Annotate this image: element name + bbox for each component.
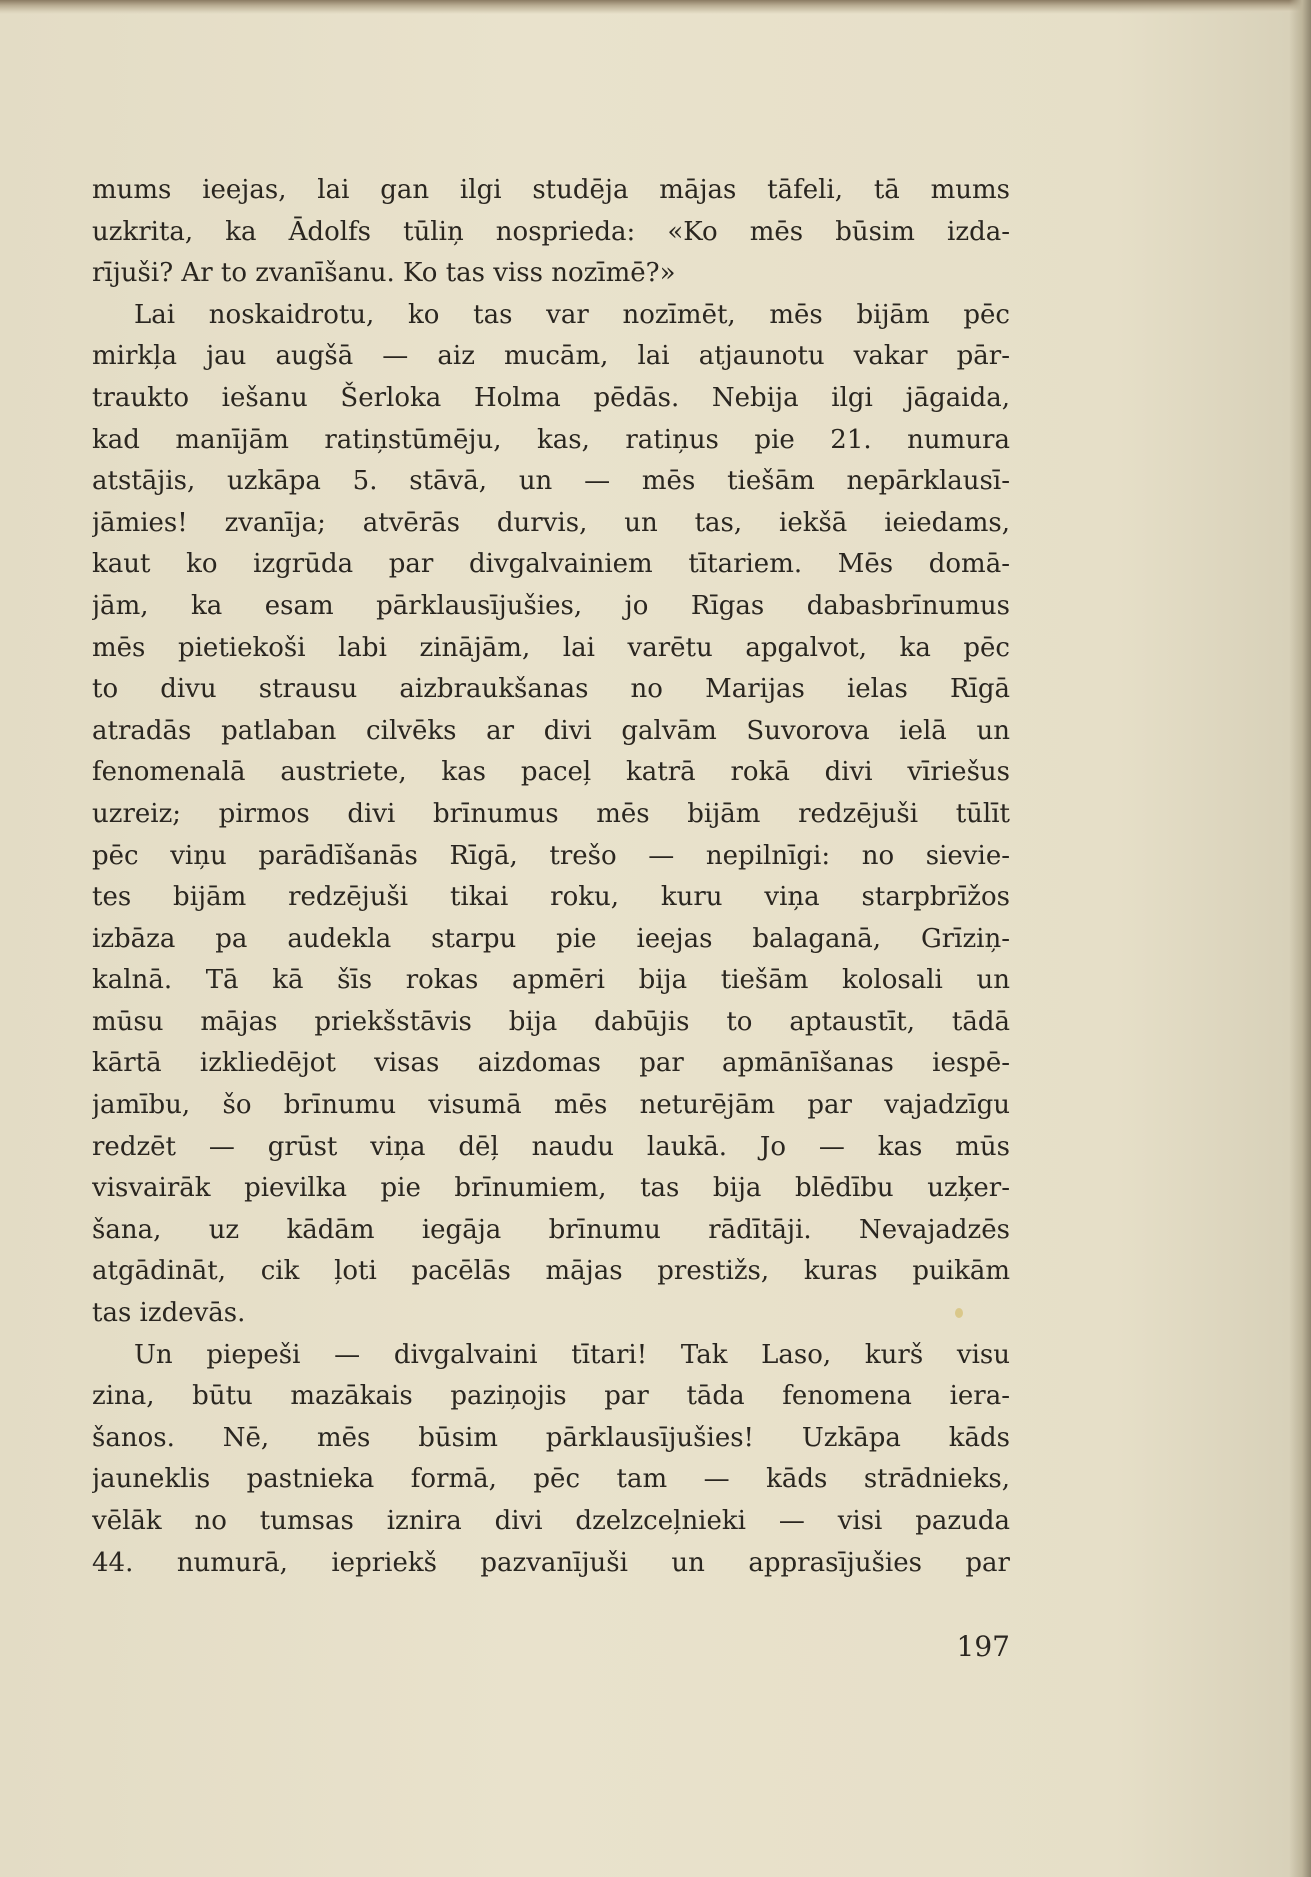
text-line: mums ieejas, lai gan ilgi studēja mājas tāfeli, tā mums: [92, 175, 1010, 205]
text-line: 44. numurā, iepriekš pazvanījuši un apprasījušies par: [92, 1547, 1010, 1578]
text-line: jāmies! zvanīja; atvērās durvis, un tas, iekšā ieiedams,: [92, 507, 1010, 538]
text-line: vēlāk no tumsas iznira divi dzelzceļnieki — visi pazuda: [92, 1506, 1010, 1536]
text-line: tes bijām redzējuši tikai roku, kuru viņa starpbrīžos: [92, 882, 1010, 913]
text-line: rījuši? Ar to zvanīšanu. Ko tas viss nozīmē?»: [92, 258, 676, 289]
text-line: mūsu mājas priekšstāvis bija dabūjis to aptaustīt, tādā: [92, 1006, 1010, 1037]
text-line: visvairāk pievilka pie brīnumiem, tas bija blēdību uzķer-: [92, 1173, 1010, 1204]
text-line: to divu strausu aizbraukšanas no Marijas ielas Rīgā: [92, 674, 1010, 705]
text-line: Un piepeši — divgalvaini tītari! Tak Laso, kurš visu: [134, 1339, 1010, 1370]
text-line: atgādināt, cik ļoti pacēlās mājas prestižs, kuras puikām: [92, 1256, 1010, 1287]
text-line: mirkļa jau augšā — aiz mucām, lai atjaunotu vakar pār-: [92, 341, 1010, 372]
paper-stain: [955, 1308, 963, 1318]
text-line: atstājis, uzkāpa 5. stāvā, un — mēs tiešām nepārklausī-: [92, 466, 1010, 497]
text-line: redzēt — grūst viņa dēļ naudu laukā. Jo — kas mūs: [92, 1131, 1010, 1162]
text-line: fenomenalā austriete, kas paceļ katrā rokā divi vīriešus: [92, 757, 1010, 788]
body-text: [92, 170, 1010, 1584]
text-line: kaut ko izgrūda par divgalvainiem tītariem. Mēs domā-: [92, 549, 1010, 580]
text-line: kad manījām ratiņstūmēju, kas, ratiņus pie 21. numura: [92, 424, 1010, 455]
text-line: traukto iešanu Šerloka Holma pēdās. Nebija ilgi jāgaida,: [92, 382, 1010, 413]
text-line: pēc viņu parādīšanās Rīgā, trešo — nepilnīgi: no sievie-: [92, 840, 1010, 871]
text-line: kalnā. Tā kā šīs rokas apmēri bija tiešām kolosali un: [92, 965, 1010, 996]
text-line: atradās patlaban cilvēks ar divi galvām Suvorova ielā un: [92, 715, 1010, 746]
text-line: jām, ka esam pārklausījušies, jo Rīgas dabasbrīnumus: [92, 590, 1010, 621]
text-line: šana, uz kādām iegāja brīnumu rādītāji. Nevajadzēs: [92, 1214, 1010, 1245]
page-top-edge: [0, 0, 1311, 14]
text-line: jauneklis pastnieka formā, pēc tam — kāds strādnieks,: [92, 1464, 1010, 1495]
text-line: uzkrita, ka Ādolfs tūliņ nosprieda: «Ko mēs būsim izda-: [92, 216, 1010, 247]
page-number: 197: [956, 1630, 1010, 1663]
text-line: izbāza pa audekla starpu pie ieejas balaganā, Grīziņ-: [92, 923, 1010, 954]
text-line: kārtā izkliedējot visas aizdomas par apmānīšanas iespē-: [92, 1048, 1010, 1079]
text-line: mēs pietiekoši labi zinājām, lai varētu apgalvot, ka pēc: [92, 632, 1010, 663]
text-line: jamību, šo brīnumu visumā mēs neturējām par vajadzīgu: [92, 1090, 1010, 1121]
page-binding-shadow: [1289, 0, 1311, 1877]
text-line: Lai noskaidrotu, ko tas var nozīmēt, mēs bijām pēc: [134, 299, 1010, 330]
text-line: šanos. Nē, mēs būsim pārklausījušies! Uzkāpa kāds: [92, 1422, 1010, 1453]
text-line: uzreiz; pirmos divi brīnumus mēs bijām redzējuši tūlīt: [92, 798, 1010, 829]
text-line: zina, būtu mazākais paziņojis par tāda fenomena iera-: [92, 1381, 1010, 1412]
text-line: tas izdevās.: [92, 1298, 246, 1329]
